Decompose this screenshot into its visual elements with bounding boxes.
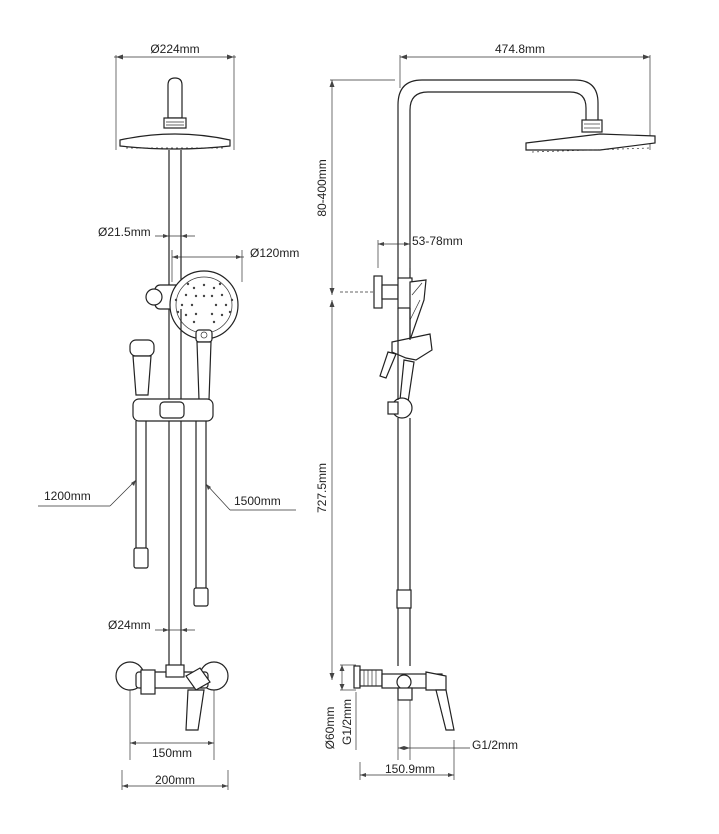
mixer-side — [354, 666, 454, 730]
inlet-thread-label: G1/2mm — [340, 698, 354, 746]
inlet-spacing-dimension — [130, 741, 214, 760]
wall-bracket — [340, 276, 398, 308]
mixer-width-dimension — [122, 770, 228, 790]
outlet-thread-dimension — [398, 700, 518, 760]
hose-holder-bar — [133, 399, 213, 421]
head-diameter-label: Ø224mm — [150, 42, 200, 56]
bracket-offset-dimension — [378, 234, 463, 268]
inlet-thread-dimension — [340, 692, 356, 750]
height-adjust-dimension — [315, 80, 395, 295]
column-height-dimension — [315, 300, 335, 680]
hose-left — [134, 421, 148, 568]
lower-column-pipe — [169, 309, 181, 665]
projection-label: 150.9mm — [384, 762, 436, 776]
arm-reach-dimension — [400, 42, 650, 150]
outlet-thread-label: G1/2mm — [472, 738, 519, 752]
bracket-offset-label: 53-78mm — [412, 234, 463, 248]
lower-pipe-diameter-dimension — [108, 618, 195, 632]
hose-left-length-dimension — [38, 480, 136, 506]
side-view — [315, 42, 655, 780]
escutcheon-diameter-label: Ø60mm — [323, 706, 337, 750]
hose-right — [194, 421, 208, 606]
projection-dimension — [360, 740, 454, 780]
hose-left-length-label: 1200mm — [44, 489, 91, 503]
column-height-label: 727.5mm — [315, 462, 329, 514]
hand-shower — [170, 271, 238, 400]
rain-shower-head — [120, 78, 230, 149]
inlet-spacing-label: 150mm — [151, 746, 193, 760]
bidet-sprayer — [130, 340, 154, 395]
height-adjust-label: 80-400mm — [315, 159, 329, 217]
hose-right-length-label: 1500mm — [234, 494, 281, 508]
mixer-width-label: 200mm — [154, 773, 196, 787]
upper-pipe-diameter-label: Ø21.5mm — [98, 225, 151, 239]
arm-reach-label: 474.8mm — [494, 42, 546, 56]
upper-column-pipe — [169, 150, 181, 290]
shower-arm — [398, 80, 655, 280]
hand-shower-diameter-label: Ø120mm — [250, 246, 300, 260]
front-view — [38, 42, 299, 790]
hose-holder-side — [388, 398, 412, 418]
hose-right-length-dimension — [206, 484, 296, 510]
lower-pipe-diameter-label: Ø24mm — [108, 618, 151, 632]
